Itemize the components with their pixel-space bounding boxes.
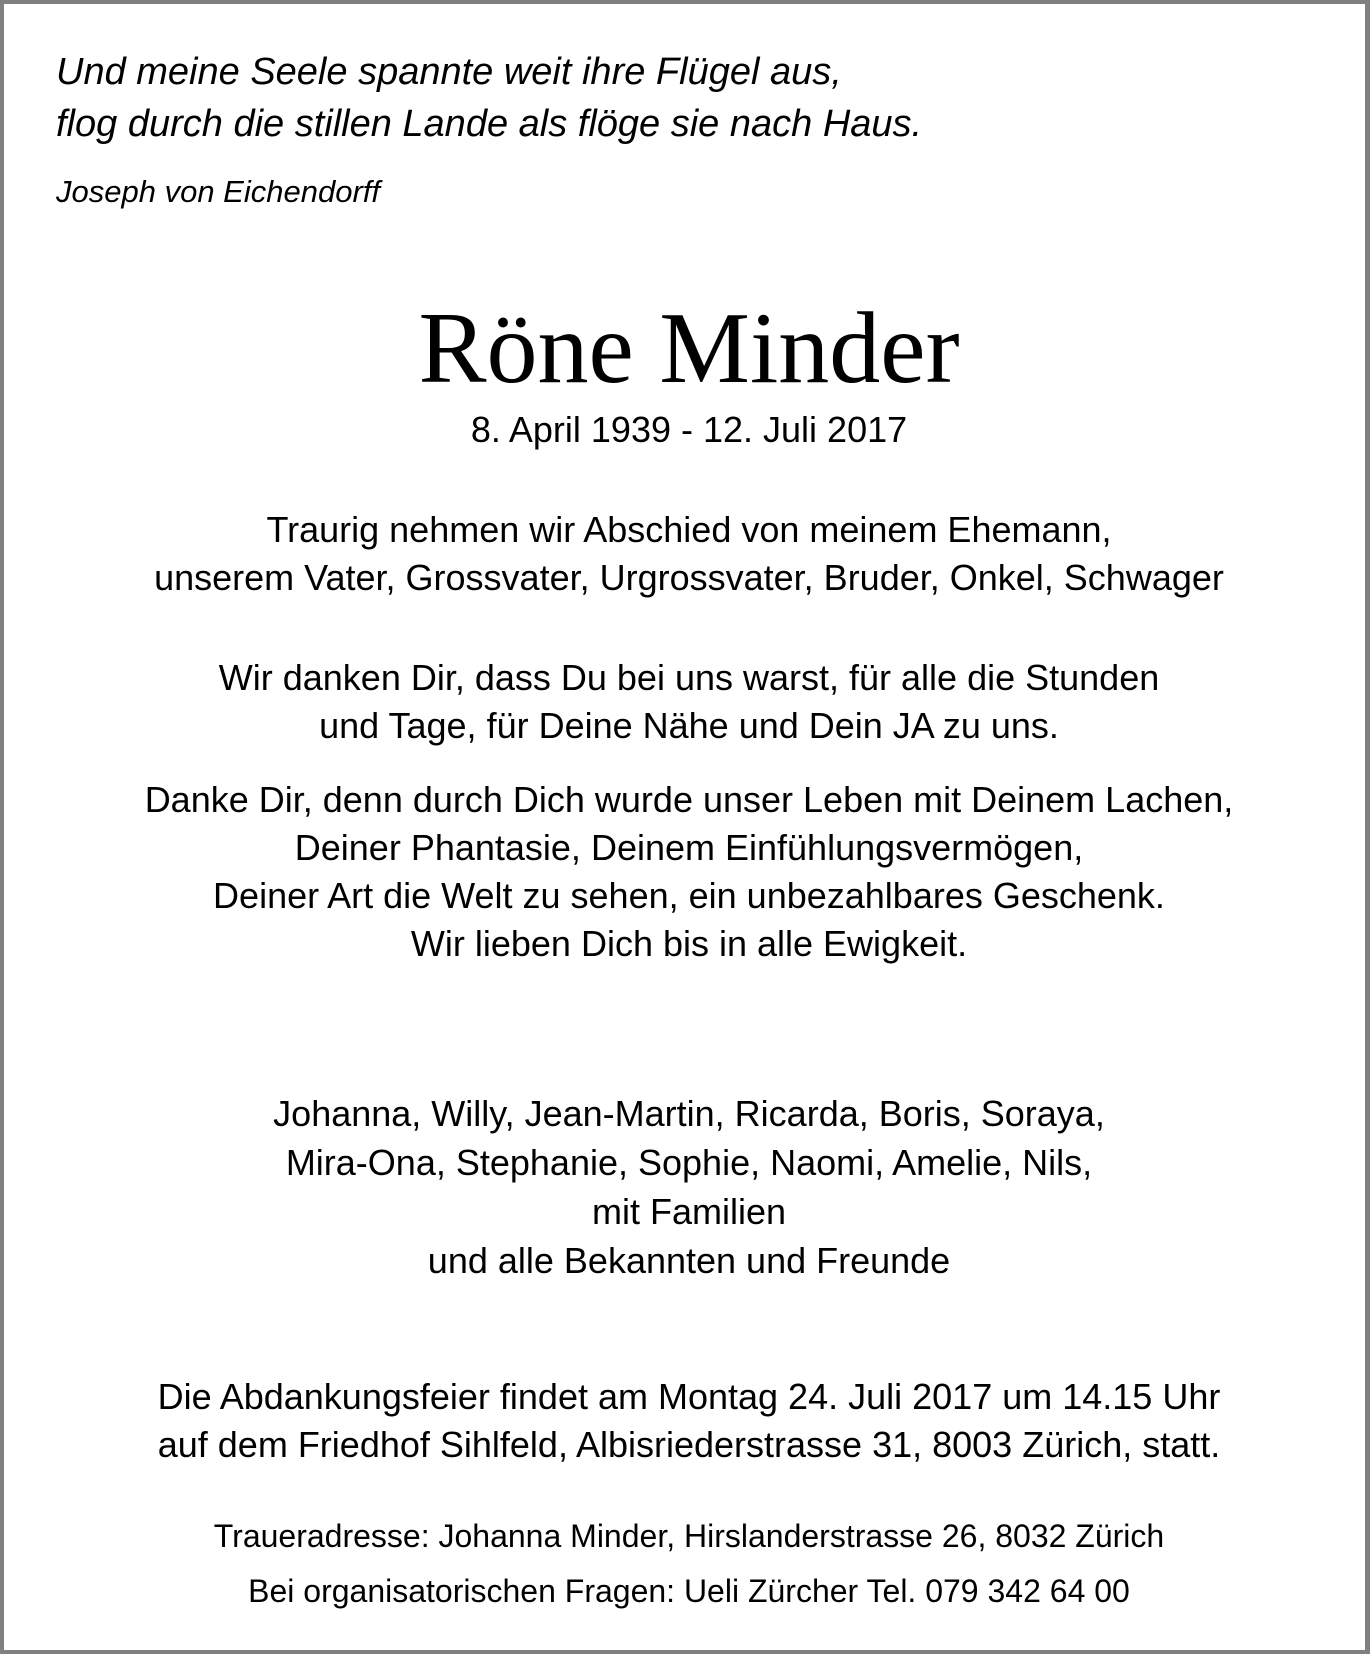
paragraph-line: Wir danken Dir, dass Du bei uns warst, für alle die Stunden bbox=[218, 657, 1160, 698]
funeral-service-info bbox=[4, 1373, 1370, 1469]
deceased-name: Röne Minder bbox=[418, 292, 960, 405]
motto-quote bbox=[56, 46, 922, 150]
mourning-address: Traueradresse: Johanna Minder, Hirslanderstrasse 26, 8032 Zürich bbox=[213, 1518, 1165, 1554]
mourners-line: und alle Bekannten und Freunde bbox=[427, 1240, 951, 1281]
paragraph-line: und Tage, für Deine Nähe und Dein JA zu uns. bbox=[319, 705, 1059, 746]
mourners-line: Johanna, Willy, Jean-Martin, Ricarda, Boris, Soraya, bbox=[273, 1093, 1105, 1134]
paragraph-line: Deiner Art die Welt zu sehen, ein unbezahlbares Geschenk. bbox=[213, 875, 1165, 916]
farewell-paragraph bbox=[4, 506, 1370, 602]
life-dates: 8. April 1939 - 12. Juli 2017 bbox=[470, 409, 908, 450]
service-line: Die Abdankungsfeier findet am Montag 24. Juli 2017 um 14.15 Uhr bbox=[157, 1376, 1221, 1417]
paragraph-line: Deiner Phantasie, Deinem Einfühlungsvermögen, bbox=[294, 827, 1084, 868]
motto-author: Joseph von Eichendorff bbox=[56, 174, 380, 209]
motto-line: flog durch die stillen Lande als flöge sie nach Haus. bbox=[56, 103, 923, 145]
paragraph-line: Traurig nehmen wir Abschied von meinem Ehemann, bbox=[266, 509, 1112, 550]
service-line: auf dem Friedhof Sihlfeld, Albisriederstrasse 31, 8003 Zürich, statt. bbox=[157, 1424, 1221, 1465]
mourners-list bbox=[4, 1089, 1370, 1285]
paragraph-line: unserem Vater, Grossvater, Urgrossvater, Bruder, Onkel, Schwager bbox=[154, 557, 1224, 598]
mourners-line: Mira-Ona, Stephanie, Sophie, Naomi, Amelie, Nils, bbox=[285, 1142, 1093, 1183]
organizer-contact: Bei organisatorischen Fragen: Ueli Zürcher Tel. 079 342 64 00 bbox=[248, 1573, 1130, 1609]
thanks-paragraph bbox=[4, 776, 1370, 968]
paragraph-line: Danke Dir, denn durch Dich wurde unser Leben mit Deinem Lachen, bbox=[144, 779, 1234, 820]
gratitude-paragraph bbox=[4, 654, 1370, 750]
paragraph-line: Wir lieben Dich bis in alle Ewigkeit. bbox=[410, 923, 968, 964]
motto-line: Und meine Seele spannte weit ihre Flügel aus, bbox=[56, 51, 842, 93]
mourners-line: mit Familien bbox=[591, 1191, 787, 1232]
contact-info bbox=[4, 1509, 1370, 1619]
